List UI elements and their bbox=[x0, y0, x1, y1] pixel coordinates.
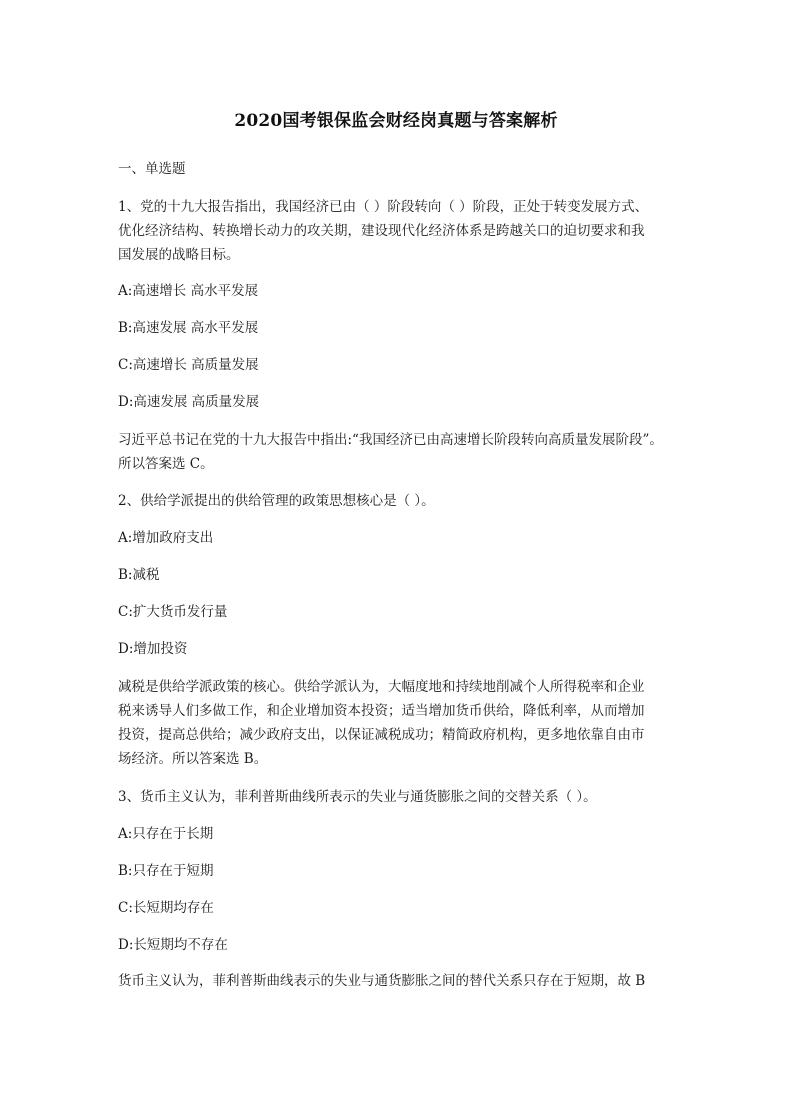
question-2-option-c: C:扩大货币发行量 bbox=[118, 604, 228, 620]
analysis-line: 减税是供给学派政策的核心。供给学派认为，大幅度地和持续地削减个人所得税率和企业 bbox=[118, 679, 645, 695]
question-3-option-a: A:只存在于长期 bbox=[118, 826, 214, 842]
section-heading: 一、单选题 bbox=[118, 161, 186, 177]
question-1-analysis bbox=[118, 428, 688, 476]
question-2-option-a: A:增加政府支出 bbox=[118, 530, 214, 546]
question-1-option-c: C:高速增长 高质量发展 bbox=[118, 357, 259, 373]
question-1-option-a: A:高速增长 高水平发展 bbox=[118, 283, 259, 299]
question-1-option-b: B:高速发展 高水平发展 bbox=[118, 320, 259, 336]
question-1-stem-line: 1、党的十九大报告指出，我国经济已由（ ）阶段转向（ ）阶段，正处于转变发展方式、 bbox=[118, 199, 649, 215]
analysis-line: 场经济。所以答案选 B。 bbox=[118, 751, 268, 767]
question-3-option-c: C:长短期均存在 bbox=[118, 900, 214, 916]
analysis-line: 投资，提高总供给；减少政府支出，以保证减税成功；精简政府机构，更多地依靠自由市 bbox=[118, 727, 645, 743]
question-3-analysis: 货币主义认为，菲利普斯曲线表示的失业与通货膨胀之间的替代关系只存在于短期，故 B bbox=[118, 973, 646, 989]
question-2-stem: 2、供给学派提出的供给管理的政策思想核心是（ ）。 bbox=[118, 493, 435, 509]
question-1-stem-line: 国发展的战略目标。 bbox=[118, 247, 240, 263]
question-2-analysis bbox=[118, 675, 688, 771]
analysis-line: 习近平总书记在党的十九大报告中指出:“我国经济已由高速增长阶段转向高质量发展阶段”。 bbox=[118, 432, 663, 448]
question-1-option-d: D:高速发展 高质量发展 bbox=[118, 394, 260, 410]
document-title: 2020国考银保监会财经岗真题与答案解析 bbox=[234, 111, 558, 131]
question-2-option-b: B:减税 bbox=[118, 567, 160, 583]
question-3-stem: 3、货币主义认为，菲利普斯曲线所表示的失业与通货膨胀之间的交替关系（ ）。 bbox=[118, 789, 597, 805]
question-1-stem bbox=[118, 195, 688, 267]
analysis-line: 税来诱导人们多做工作，和企业增加资本投资；适当增加货币供给，降低利率，从而增加 bbox=[118, 703, 645, 719]
analysis-line: 所以答案选 C。 bbox=[118, 456, 214, 472]
question-3-option-d: D:长短期均不存在 bbox=[118, 937, 228, 953]
question-3-option-b: B:只存在于短期 bbox=[118, 863, 214, 879]
question-1-stem-line: 优化经济结构、转换增长动力的攻关期，建设现代化经济体系是跨越关口的迫切要求和我 bbox=[118, 223, 645, 239]
question-2-option-d: D:增加投资 bbox=[118, 641, 188, 657]
